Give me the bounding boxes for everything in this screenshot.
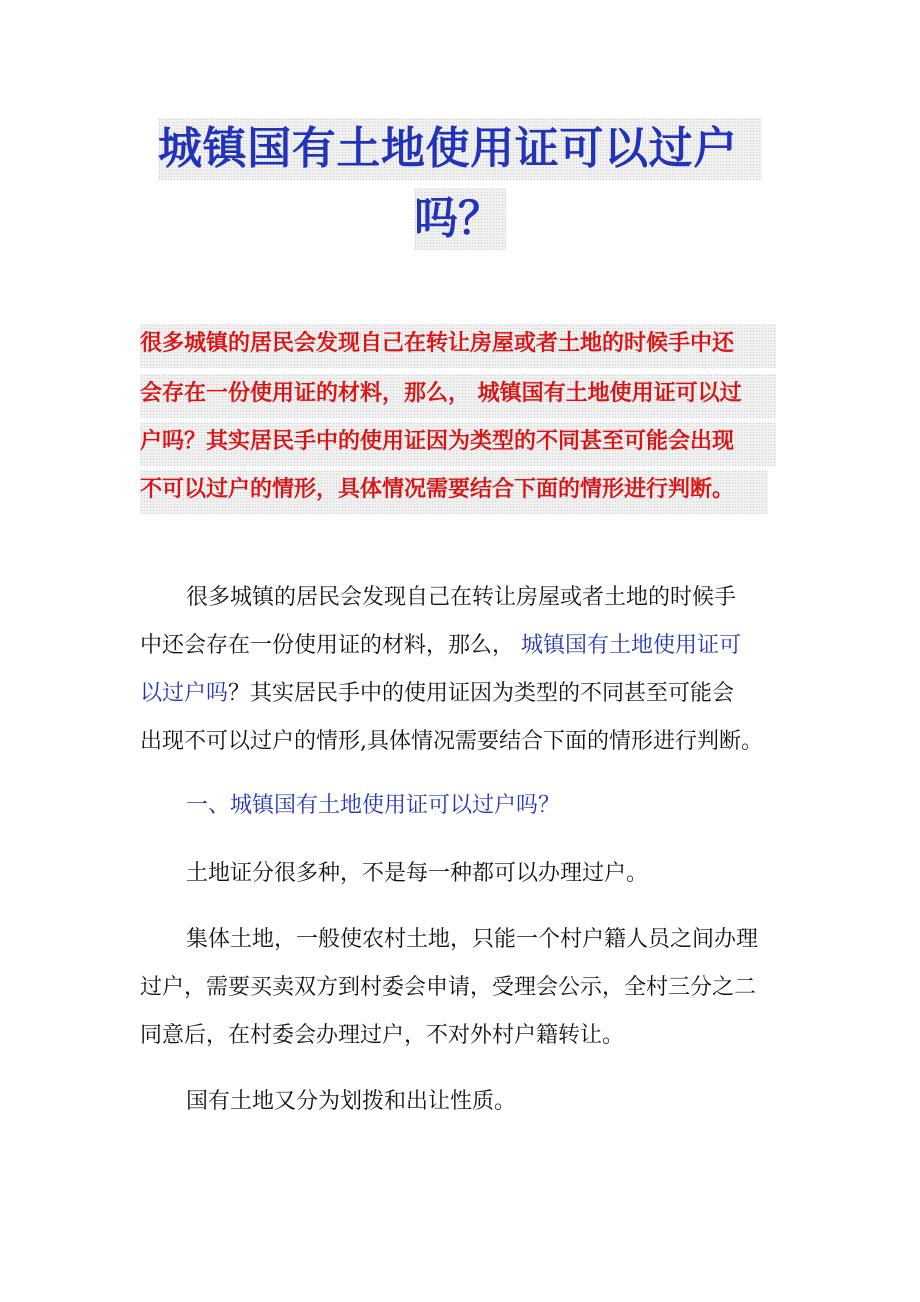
paragraph-text: ？其实居民手中的使用证因为类型的不同甚至可能会 [228,681,735,706]
intro-line: 不可以过户的情形，具体情况需要结合下面的情形进行判断。 [140,470,768,514]
inline-highlight: 以过户吗 [140,681,229,706]
document-title-line-2: 吗？ [414,188,506,250]
intro-line: 会存在一份使用证的材料，那么， 城镇国有土地使用证可以过 [140,374,776,418]
paragraph-line: 同意后，在村委会办理过户，不对外村户籍转让。 [140,1023,625,1048]
section-heading: 一、城镇国有土地使用证可以过户吗？ [186,793,561,818]
document-title-line-1: 城镇国有土地使用证可以过户 [158,118,762,180]
inline-highlight: 城镇国有土地使用证可 [521,633,742,658]
paragraph-line: 国有土地又分为划拨和出让性质。 [186,1089,517,1114]
paragraph-line: 过户，需要买卖双方到村委会申请，受理会公示，全村三分之二 [140,975,757,1000]
paragraph-line: 很多城镇的居民会发现自己在转让房屋或者土地的时候手 [186,585,737,610]
intro-line: 户吗？其实居民手中的使用证因为类型的不同甚至可能会出现 [140,422,776,466]
intro-line: 很多城镇的居民会发现自己在转让房屋或者土地的时候手中还 [140,324,776,368]
paragraph-line [140,630,741,662]
paragraph-line: 集体土地，一般使农村土地，只能一个村户籍人员之间办理 [186,927,759,952]
paragraph-text: 中还会存在一份使用证的材料，那么， [140,633,521,658]
paragraph-line: 出现不可以过户的情形,具体情况需要结合下面的情形进行判断。 [140,729,763,754]
paragraph-line [140,678,734,710]
paragraph-line: 土地证分很多种，不是每一种都可以办理过户。 [186,861,649,886]
